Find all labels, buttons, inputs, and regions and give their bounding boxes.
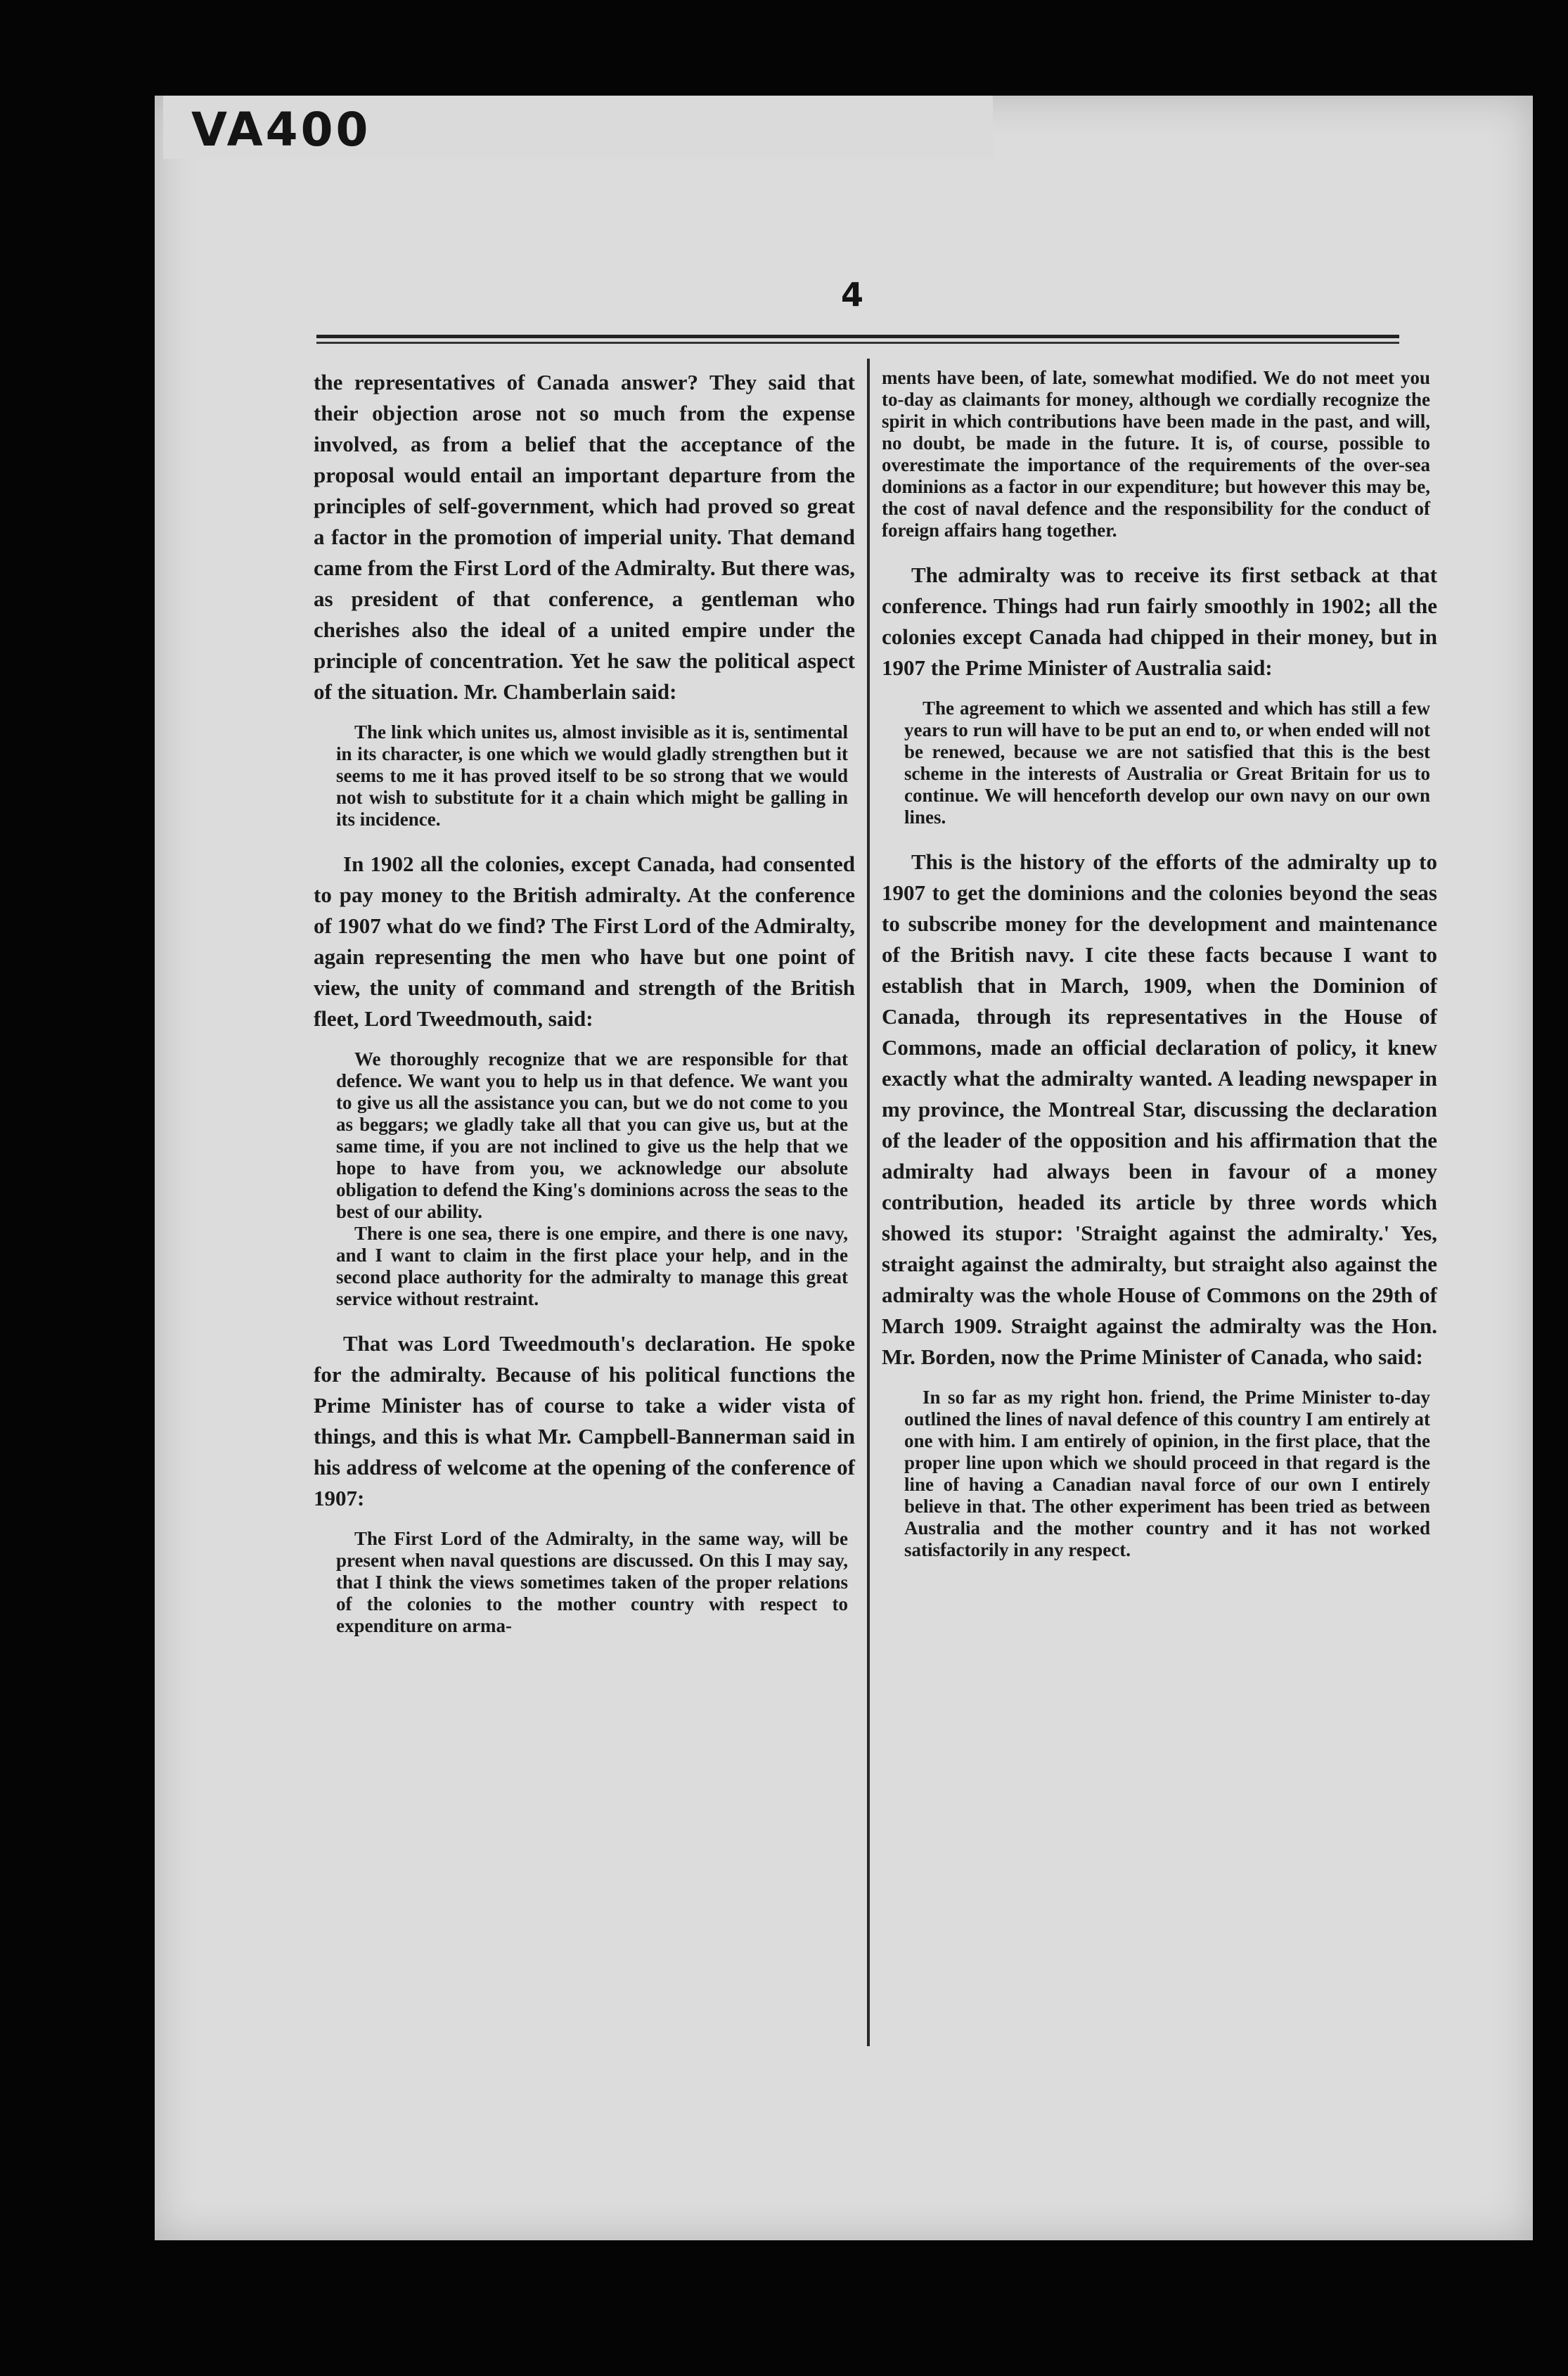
quotation [882, 698, 1437, 828]
quotation-text: The First Lord of the Admiralty, in the same way, will be present when naval questions are discussed. On this I may say, that I think the views sometimes taken of the proper relations of the colonies to the mother country with respect to expenditure on arma- [336, 1528, 848, 1636]
header-rule [316, 335, 1399, 338]
paragraph: The admiralty was to receive its first setback at that conference. Things had run fairly smoothly in 1902; all the colonies except Canada had chipped in their money, but in 1907 the Prime Minister of Australia said: [882, 563, 1437, 680]
volume-label: VA400 [191, 103, 371, 157]
column-divider [867, 359, 870, 2046]
paragraph: This is the history of the efforts of the admiralty up to 1907 to get the dominions and the colonies beyond the seas to subscribe money for the development and maintenance of the British navy. I cite these facts because I want to establish that in March, 1909, when the Dominion of Canada, through its representatives in the House of Commons, made an official declaration of policy, it knew exactly what the admiralty wanted. A leading newspaper in my province, the Montreal Star, discussing the declaration of the leader of the opposition and his affirmation that the admiralty had always been in favour of a money contribution, headed its article by three words which showed its stupor: 'Straight against the admiralty.' Yes, straight against the admiralty, but straight also against the admiralty was the whole House of Commons on the 29th of March 1909. Straight against the admiralty was the Hon. Mr. Borden, now the Prime Minister of Canada, who said: [882, 849, 1437, 1369]
quotation-text: In so far as my right hon. friend, the Prime Minister to-day outlined the lines of naval defence of this country I am entirely at one with him. I am entirely of opinion, in the first place, that the proper line upon which we should proceed in that regard is the line of having a Canadian naval force of our own I entirely believe in that. The other experiment has been tried as between Australia and the mother country and it has not worked satisfactorily in any respect. [904, 1387, 1430, 1560]
paragraph: That was Lord Tweedmouth's declaration. He spoke for the admiralty. Because of his political functions the Prime Minister has of course to take a wider vista of things, and this is what Mr. Campbell-Bannerman said in his address of welcome at the opening of the conference of 1907: [314, 1331, 855, 1510]
quotation [882, 367, 1437, 541]
paragraph: In 1902 all the colonies, except Canada, had consented to pay money to the British admiralty. At the conference of 1907 what do we find? The First Lord of the Admiralty, again representing the men who have but one point of view, the unity of command and strength of the British fleet, Lord Tweedmouth, said: [314, 852, 855, 1031]
left-column [314, 367, 855, 1655]
quotation-text: There is one sea, there is one empire, and there is one navy, and I want to claim in the first place your help, and in the second place authority for the admiralty to manage this great service without restraint. [336, 1223, 848, 1309]
quotation [314, 1048, 855, 1310]
quotation [314, 721, 855, 830]
quotation-text: The agreement to which we assented and which has still a few years to run will have to be put an end to, or when ended will not be renewed, because we are not satisfied that this is the best scheme in the interests of Australia or Great Britain for us to continue. We will henceforth develop our own navy on our own lines. [904, 698, 1430, 828]
quotation-text: ments have been, of late, somewhat modified. We do not meet you to-day as claimants for money, although we cordially recognize the spirit in which contributions have been made in the past, and will, no doubt, be made in the future. It is, of course, possible to overestimate the importance of the requirements of the over-sea dominions as a factor in our expenditure; but however this may be, the cost of naval defence and the responsibility for the conduct of foreign affairs hang together. [882, 367, 1430, 541]
quotation [314, 1528, 855, 1637]
quotation-text: We thoroughly recognize that we are responsible for that defence. We want you to help us in that defence. We want you to give us all the assistance you can, but we do not come to you as beggars; we gladly take all that you can give us, but at the same time, if you are not inclined to give us the help that we hope to have from you, we acknowledge our absolute obligation to defend the King's dominions across the seas to the best of our ability. [336, 1048, 848, 1222]
header-rule-secondary [316, 342, 1399, 344]
paragraph: the representatives of Canada answer? They said that their objection arose not so much from the expense involved, as from a belief that the acceptance of the proposal would entail an important departure from the principles of self-government, which had proved so great a factor in the promotion of imperial unity. That demand came from the First Lord of the Admiralty. But there was, as president of that conference, a gentleman who cherishes also the ideal of a united empire under the principle of concentration. Yet he saw the political aspect of the situation. Mr. Chamberlain said: [314, 370, 855, 704]
page-number: 4 [841, 276, 864, 314]
right-column [882, 367, 1437, 1579]
quotation [882, 1387, 1437, 1561]
quotation-text: The link which unites us, almost invisible as it is, sentimental in its character, is one which we would gladly strengthen but it seems to me it has proved itself to be so strong that we would not wish to substitute for it a chain which might be galling in its incidence. [336, 721, 848, 830]
